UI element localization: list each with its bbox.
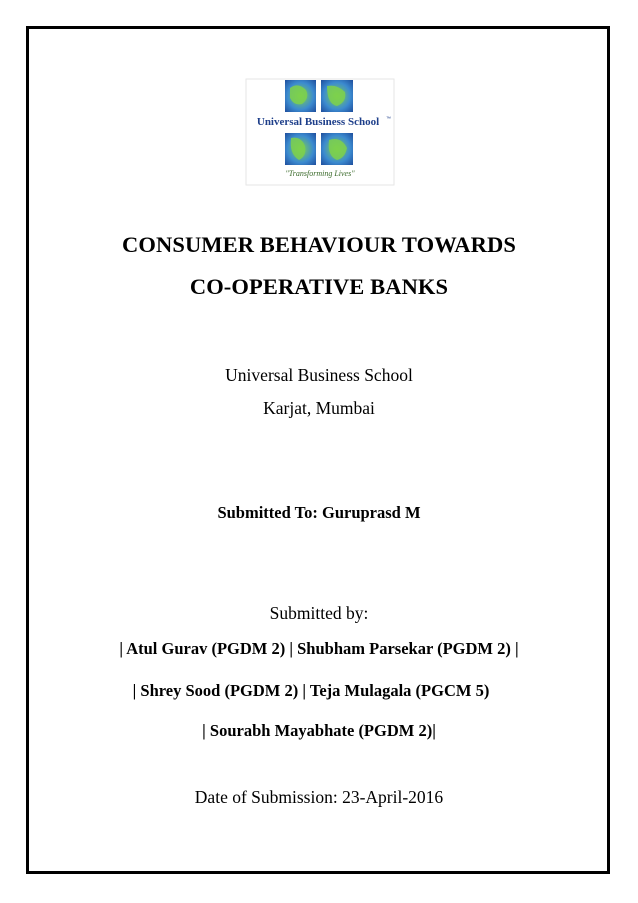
submission-date: Date of Submission: 23-April-2016 bbox=[194, 787, 444, 807]
submitted-to: Submitted To: Guruprasd M bbox=[217, 503, 421, 522]
university-logo bbox=[245, 78, 395, 186]
institution-name: Universal Business School bbox=[225, 365, 413, 385]
report-title-line-1: CONSUMER BEHAVIOUR TOWARDS bbox=[122, 232, 516, 257]
submitted-by-label: Submitted by: bbox=[269, 603, 369, 623]
report-title-line-2: CO-OPERATIVE BANKS bbox=[189, 274, 449, 299]
logo-name-text: Universal Business School bbox=[256, 116, 380, 128]
submitted-by-line-1: | Atul Gurav (PGDM 2) | Shubham Parsekar (PGDM 2) | bbox=[119, 639, 519, 658]
submitted-by-line-3: | Sourabh Mayabhate (PGDM 2)| bbox=[202, 721, 436, 740]
logo-tagline: "Transforming Lives" bbox=[285, 169, 355, 178]
submitted-by-line-2: | Shrey Sood (PGDM 2) | Teja Mulagala (PGCM 5) bbox=[132, 681, 490, 700]
institution-location: Karjat, Mumbai bbox=[263, 398, 375, 418]
logo-trademark: ™ bbox=[386, 116, 391, 122]
